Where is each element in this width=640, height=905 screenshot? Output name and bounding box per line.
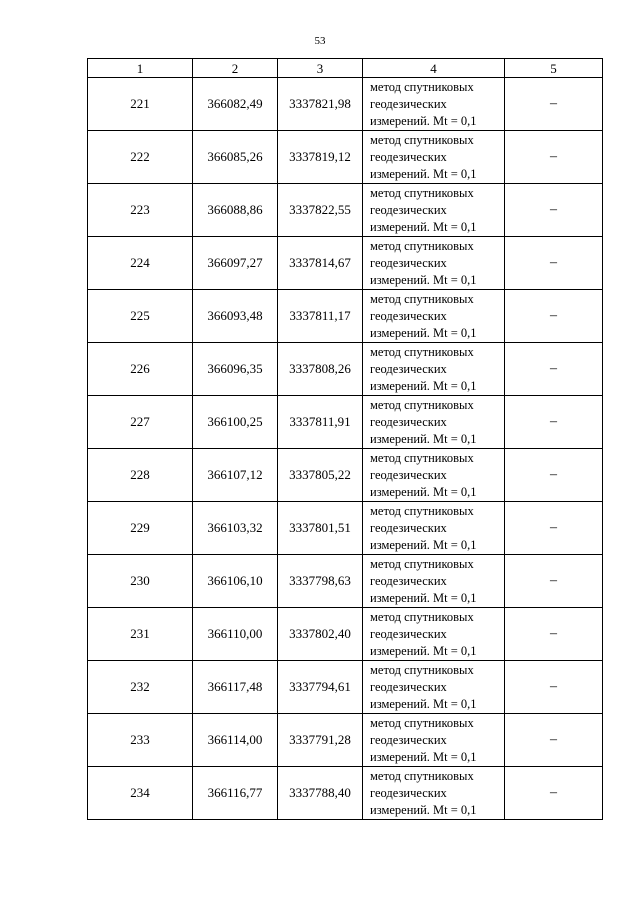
- y-coordinate-cell: 3337808,26: [278, 343, 363, 396]
- method-text-line-3: измерений. Mt = 0,1: [370, 378, 477, 393]
- y-coordinate-cell: 3337814,67: [278, 237, 363, 290]
- method-text-line-1: метод спутниковых: [370, 556, 474, 571]
- method-cell: [363, 449, 505, 502]
- method-text-line-1: метод спутниковых: [370, 450, 474, 465]
- method-cell: [363, 608, 505, 661]
- note-cell: –: [505, 396, 603, 449]
- method-text-line-2: геодезических: [370, 96, 447, 111]
- y-coordinate-cell: 3337811,91: [278, 396, 363, 449]
- table-row: [88, 714, 603, 767]
- note-cell: –: [505, 608, 603, 661]
- x-coordinate-cell: 366117,48: [193, 661, 278, 714]
- method-text-line-1: метод спутниковых: [370, 344, 474, 359]
- x-coordinate-cell: 366082,49: [193, 78, 278, 131]
- table-row: [88, 78, 603, 131]
- note-cell: –: [505, 714, 603, 767]
- y-coordinate-cell: 3337801,51: [278, 502, 363, 555]
- method-text-line-3: измерений. Mt = 0,1: [370, 696, 477, 711]
- point-number-cell: 230: [88, 555, 193, 608]
- point-number-cell: 233: [88, 714, 193, 767]
- x-coordinate-cell: 366093,48: [193, 290, 278, 343]
- table-row: [88, 237, 603, 290]
- y-coordinate-cell: 3337811,17: [278, 290, 363, 343]
- method-text-line-3: измерений. Mt = 0,1: [370, 219, 477, 234]
- method-text-line-1: метод спутниковых: [370, 397, 474, 412]
- method-cell: [363, 131, 505, 184]
- column-header-4: 4: [363, 59, 505, 78]
- method-text-line-3: измерений. Mt = 0,1: [370, 484, 477, 499]
- method-text-line-3: измерений. Mt = 0,1: [370, 643, 477, 658]
- point-number-cell: 226: [88, 343, 193, 396]
- column-header-5: 5: [505, 59, 603, 78]
- note-cell: –: [505, 555, 603, 608]
- table-row: [88, 555, 603, 608]
- table-row: [88, 290, 603, 343]
- y-coordinate-cell: 3337788,40: [278, 767, 363, 820]
- table-row: [88, 396, 603, 449]
- column-header-2: 2: [193, 59, 278, 78]
- x-coordinate-cell: 366107,12: [193, 449, 278, 502]
- point-number-cell: 229: [88, 502, 193, 555]
- coordinates-table: [87, 58, 603, 820]
- method-text-line-1: метод спутниковых: [370, 768, 474, 783]
- method-cell: [363, 555, 505, 608]
- point-number-cell: 228: [88, 449, 193, 502]
- note-cell: –: [505, 661, 603, 714]
- table-row: [88, 449, 603, 502]
- method-cell: [363, 502, 505, 555]
- table-row: [88, 661, 603, 714]
- method-text-line-3: измерений. Mt = 0,1: [370, 325, 477, 340]
- note-cell: –: [505, 767, 603, 820]
- method-cell: [363, 714, 505, 767]
- x-coordinate-cell: 366085,26: [193, 131, 278, 184]
- method-text-line-1: метод спутниковых: [370, 132, 474, 147]
- method-cell: [363, 78, 505, 131]
- method-text-line-3: измерений. Mt = 0,1: [370, 431, 477, 446]
- page-number: 53: [314, 35, 326, 47]
- table-row: [88, 502, 603, 555]
- method-text-line-2: геодезических: [370, 520, 447, 535]
- method-text-line-2: геодезических: [370, 732, 447, 747]
- method-text-line-2: геодезических: [370, 308, 447, 323]
- x-coordinate-cell: 366114,00: [193, 714, 278, 767]
- method-text-line-2: геодезических: [370, 255, 447, 270]
- point-number-cell: 224: [88, 237, 193, 290]
- x-coordinate-cell: 366088,86: [193, 184, 278, 237]
- note-cell: –: [505, 290, 603, 343]
- method-text-line-1: метод спутниковых: [370, 662, 474, 677]
- x-coordinate-cell: 366097,27: [193, 237, 278, 290]
- column-header-1: 1: [88, 59, 193, 78]
- x-coordinate-cell: 366106,10: [193, 555, 278, 608]
- method-text-line-1: метод спутниковых: [370, 79, 474, 94]
- y-coordinate-cell: 3337805,22: [278, 449, 363, 502]
- x-coordinate-cell: 366103,32: [193, 502, 278, 555]
- point-number-cell: 231: [88, 608, 193, 661]
- x-coordinate-cell: 366096,35: [193, 343, 278, 396]
- y-coordinate-cell: 3337819,12: [278, 131, 363, 184]
- note-cell: –: [505, 78, 603, 131]
- method-text-line-2: геодезических: [370, 785, 447, 800]
- method-text-line-2: геодезических: [370, 626, 447, 641]
- x-coordinate-cell: 366116,77: [193, 767, 278, 820]
- x-coordinate-cell: 366110,00: [193, 608, 278, 661]
- note-cell: –: [505, 449, 603, 502]
- point-number-cell: 221: [88, 78, 193, 131]
- method-text-line-1: метод спутниковых: [370, 715, 474, 730]
- point-number-cell: 227: [88, 396, 193, 449]
- point-number-cell: 232: [88, 661, 193, 714]
- y-coordinate-cell: 3337791,28: [278, 714, 363, 767]
- method-text-line-3: измерений. Mt = 0,1: [370, 802, 477, 817]
- table-row: [88, 343, 603, 396]
- method-text-line-2: геодезических: [370, 414, 447, 429]
- method-text-line-1: метод спутниковых: [370, 185, 474, 200]
- table-row: [88, 184, 603, 237]
- note-cell: –: [505, 131, 603, 184]
- table-row: [88, 608, 603, 661]
- x-coordinate-cell: 366100,25: [193, 396, 278, 449]
- table-row: [88, 131, 603, 184]
- method-text-line-2: геодезических: [370, 573, 447, 588]
- note-cell: –: [505, 343, 603, 396]
- y-coordinate-cell: 3337802,40: [278, 608, 363, 661]
- method-cell: [363, 661, 505, 714]
- method-text-line-2: геодезических: [370, 149, 447, 164]
- method-text-line-2: геодезических: [370, 202, 447, 217]
- method-text-line-2: геодезических: [370, 679, 447, 694]
- method-text-line-2: геодезических: [370, 361, 447, 376]
- y-coordinate-cell: 3337798,63: [278, 555, 363, 608]
- method-cell: [363, 396, 505, 449]
- table-header-row: [88, 59, 603, 78]
- method-text-line-3: измерений. Mt = 0,1: [370, 166, 477, 181]
- column-header-3: 3: [278, 59, 363, 78]
- method-text-line-1: метод спутниковых: [370, 503, 474, 518]
- method-cell: [363, 184, 505, 237]
- method-text-line-3: измерений. Mt = 0,1: [370, 272, 477, 287]
- method-text-line-1: метод спутниковых: [370, 291, 474, 306]
- method-cell: [363, 767, 505, 820]
- point-number-cell: 222: [88, 131, 193, 184]
- point-number-cell: 225: [88, 290, 193, 343]
- method-cell: [363, 343, 505, 396]
- method-text-line-1: метод спутниковых: [370, 609, 474, 624]
- note-cell: –: [505, 184, 603, 237]
- point-number-cell: 234: [88, 767, 193, 820]
- point-number-cell: 223: [88, 184, 193, 237]
- method-text-line-1: метод спутниковых: [370, 238, 474, 253]
- method-cell: [363, 290, 505, 343]
- method-text-line-3: измерений. Mt = 0,1: [370, 590, 477, 605]
- method-text-line-3: измерений. Mt = 0,1: [370, 537, 477, 552]
- method-cell: [363, 237, 505, 290]
- y-coordinate-cell: 3337821,98: [278, 78, 363, 131]
- table-row: [88, 767, 603, 820]
- method-text-line-3: измерений. Mt = 0,1: [370, 113, 477, 128]
- y-coordinate-cell: 3337822,55: [278, 184, 363, 237]
- y-coordinate-cell: 3337794,61: [278, 661, 363, 714]
- method-text-line-3: измерений. Mt = 0,1: [370, 749, 477, 764]
- note-cell: –: [505, 502, 603, 555]
- note-cell: –: [505, 237, 603, 290]
- method-text-line-2: геодезических: [370, 467, 447, 482]
